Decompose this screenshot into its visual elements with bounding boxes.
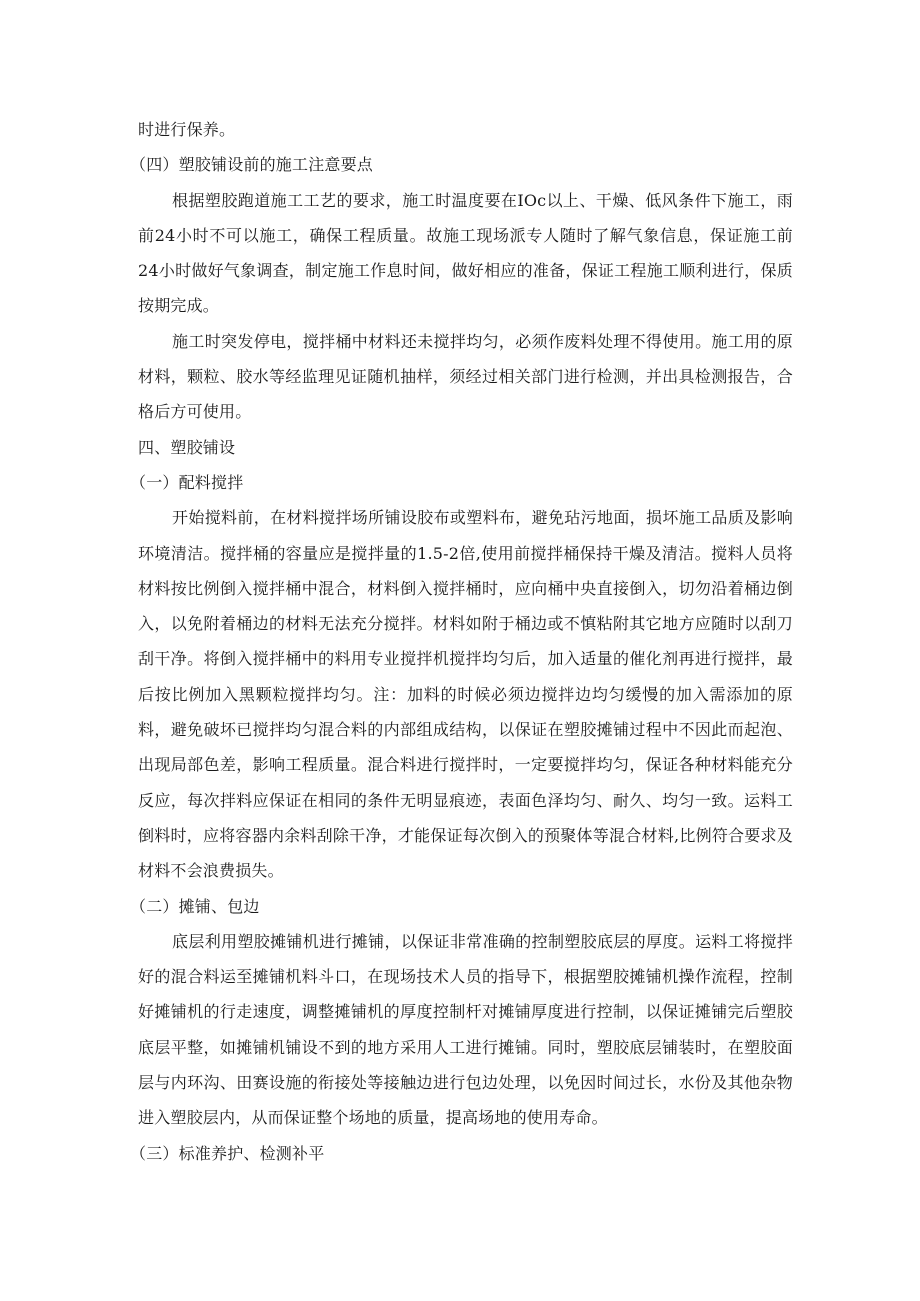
paragraph: 施工时突发停电，搅拌桶中材料还未搅拌均匀，必须作废料处理不得使用。施工用的原材料，颗粒、胶水等经监理见证随机抽样，须经过相关部门进行检测，并出具检测报告，合格后方可使用。 (138, 331, 793, 422)
subsection-heading-4: （四）塑胶铺设前的施工注意要点 (130, 155, 374, 175)
paragraph: 底层利用塑胶摊铺机进行摊铺，以保证非常准确的控制塑胶底层的厚度。运料工将搅拌好的混合料运至摊铺机料斗口，在现场技术人员的指导下，根据塑胶摊铺机操作流程，控制好摊铺机的行走速度，调整摊铺机的厚度控制杆对摊铺厚度进行控制，以保证摊铺完后塑胶底层平整，如摊铺机铺设不到的地方采用人工进行摊铺。同时，塑胶底层铺装时，在塑胶面层与内环沟、田赛设施的衔接处等接触边进行包边处理，以免因时间过长，水份及其他杂物进入塑胶层内，从而保证整个场地的质量，提高场地的使用寿命。 (138, 931, 793, 1128)
text-line: 时进行保养。 (138, 120, 236, 139)
subsection-heading-2: （二）摊铺、包边 (130, 896, 260, 916)
paragraph: 根据塑胶跑道施工工艺的要求，施工时温度要在IOc以上、干燥、低风条件下施工，雨前24小时不可以施工，确保工程质量。故施工现场派专人随时了解气象信息，保证施工前24小时做好气象调查，制定施工作息时间，做好相应的准备，保证工程施工顺利进行，保质按期完成。 (138, 190, 793, 316)
section-heading: 四、塑胶铺设 (138, 437, 236, 457)
document-page (130, 112, 793, 1171)
subsection-heading-3: （三）标准养护、检测补平 (130, 1143, 325, 1163)
paragraph: 开始搅料前，在材料搅拌场所铺设胶布或塑料布，避免玷污地面，损坏施工品质及影响环境清洁。搅拌桶的容量应是搅拌量的1.5-2倍,使用前搅拌桶保持干燥及清洁。搅料人员将材料按比例倒入搅拌桶中混合，材料倒入搅拌桶时，应向桶中央直接倒入，切勿沿着桶边倒入，以免附着桶边的材料无法充分搅拌。材料如附于桶边或不慎粘附其它地方应随时以刮刀刮干净。将倒入搅拌桶中的料用专业搅拌机搅拌均匀后，加入适量的催化剂再进行搅拌，最后按比例加入黑颗粒搅拌均匀。注：加料的时候必须边搅拌边均匀缓慢的加入需添加的原料，避免破坏已搅拌均匀混合料的内部组成结构，以保证在塑胶摊铺过程中不因此而起泡、出现局部色差，影响工程质量。混合料进行搅拌时，一定要搅拌均匀，保证各种材料能充分反应，每次拌料应保证在相同的条件无明显痕迹，表面色泽均匀、耐久、均匀一致。运料工倒料时，应将容器内余料刮除干净，才能保证每次倒入的预聚体等混合材料,比例符合要求及材料不会浪费损失。 (138, 508, 793, 881)
subsection-heading-1: （一）配料搅拌 (130, 472, 244, 492)
